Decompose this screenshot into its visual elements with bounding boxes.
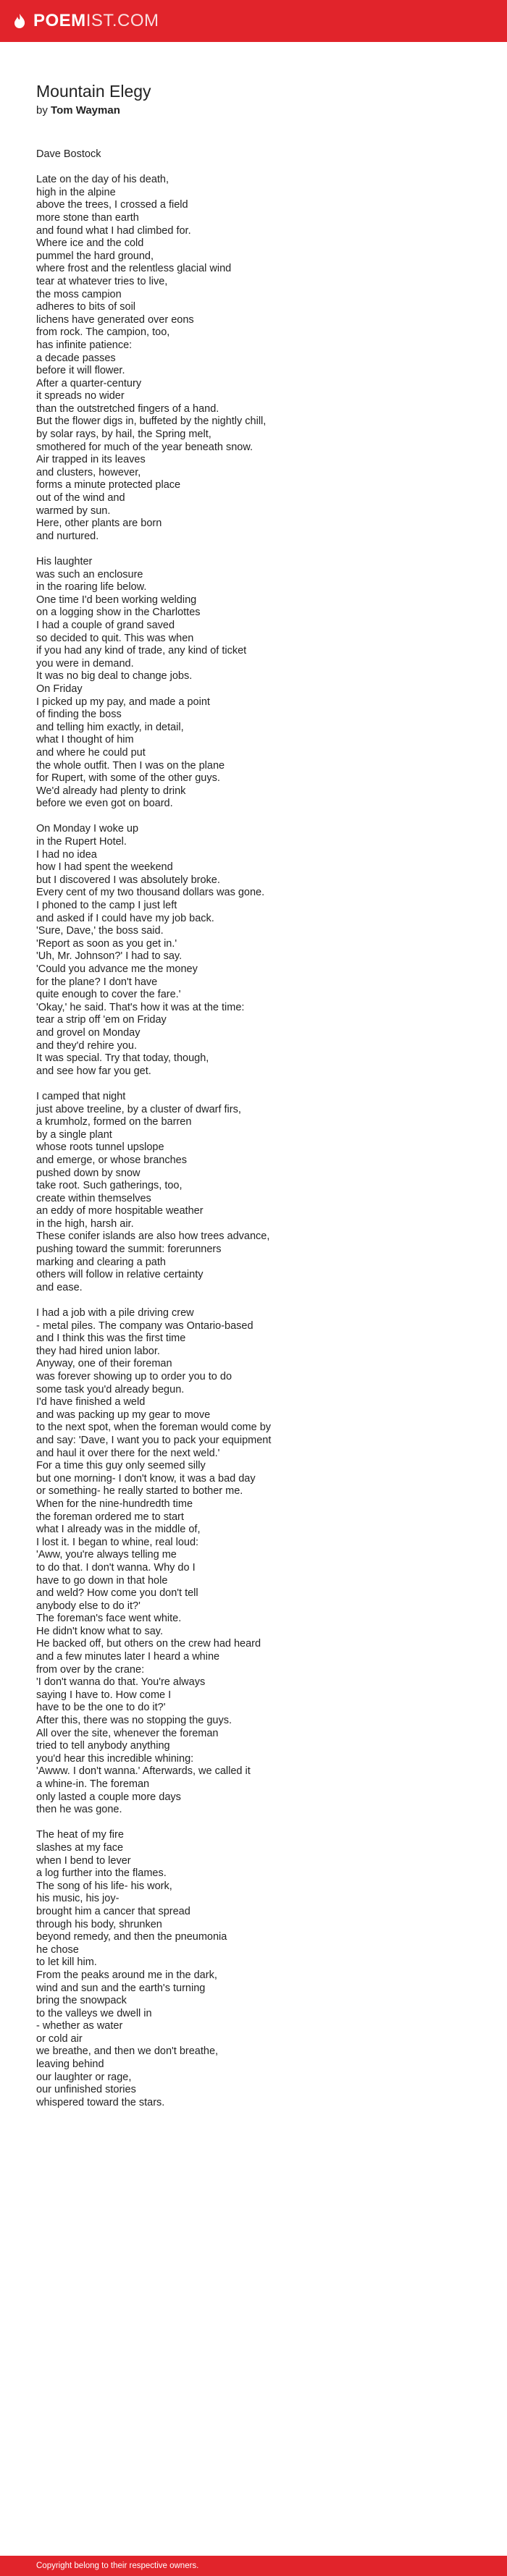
poem-stanza	[36, 823, 471, 1078]
poem-line: was such an enclosure	[36, 568, 143, 580]
poem-line: more stone than earth	[36, 211, 139, 224]
poem-line: quite enough to cover the fare.'	[36, 989, 181, 1001]
poem-line: After this, there was no stopping the guys.	[36, 1715, 232, 1727]
copyright-text: Copyright belong to their respective owners.	[36, 2562, 199, 2570]
poem-line: We'd already had plenty to drink	[36, 785, 186, 797]
poem-line: One time I'd been working welding	[36, 594, 197, 606]
poem-line: From the peaks around me in the dark,	[36, 1969, 217, 1981]
poem-line: Where ice and the cold	[36, 237, 144, 250]
poem-line: and ease.	[36, 1281, 83, 1293]
poem-line: forms a minute protected place	[36, 479, 181, 491]
poem-line: our laughter or rage,	[36, 2071, 132, 2083]
poem-body	[36, 148, 471, 2109]
poem-line: if you had any kind of trade, any kind of ticket	[36, 645, 247, 657]
poem-line: On Monday I woke up	[36, 823, 139, 835]
poem-line: in the roaring life below.	[36, 581, 147, 594]
poem-line: the whole outfit. Then I was on the plane	[36, 759, 225, 772]
poem-line: and a few minutes later I heard a whine	[36, 1651, 220, 1663]
poem-line: I lost it. I began to whine, real loud:	[36, 1536, 199, 1548]
poem-line: 'Awww. I don't wanna.' Afterwards, we called it	[36, 1765, 251, 1778]
author-link[interactable]: Tom Wayman	[51, 104, 120, 117]
poem-line: have to go down in that hole	[36, 1574, 168, 1587]
site-logo[interactable]	[12, 12, 159, 30]
poem-stanza	[36, 148, 471, 161]
poem-line: how I had spent the weekend	[36, 861, 173, 874]
poem-line: and I think this was the first time	[36, 1333, 186, 1345]
poem-line: the foreman ordered me to start	[36, 1511, 184, 1523]
poem-line: anybody else to do it?'	[36, 1600, 141, 1612]
poem-line: to the valleys we dwell in	[36, 2007, 152, 2019]
poem-line: create within themselves	[36, 1192, 151, 1204]
poem-line: 'Aww, you're always telling me	[36, 1549, 177, 1561]
poem-stanza	[36, 174, 471, 543]
poem-line: pushing toward the summit: forerunners	[36, 1243, 222, 1256]
poem-line: take root. Such gatherings, too,	[36, 1180, 183, 1192]
poem-line: through his body, shrunken	[36, 1918, 162, 1930]
poem-line: on a logging show in the Charlottes	[36, 607, 201, 619]
poem-line: He didn't know what to say.	[36, 1625, 163, 1637]
poem-line: warmed by sun.	[36, 504, 111, 517]
poem-line: The song of his life- his work,	[36, 1880, 172, 1892]
poem-line: and clusters, however,	[36, 466, 141, 478]
poem-line: whispered toward the stars.	[36, 2096, 165, 2108]
poem-line: you were in demand.	[36, 657, 134, 670]
poem-line: 'I don't wanna do that. You're always	[36, 1676, 206, 1689]
logo-text	[33, 12, 159, 30]
logo-text-light: IST.COM	[85, 11, 159, 30]
poem-line: some task you'd already begun.	[36, 1383, 185, 1395]
poem-line: and telling him exactly, in detail,	[36, 721, 184, 733]
poem-line: When for the nine-hundredth time	[36, 1498, 193, 1510]
poem-line: bring the snowpack	[36, 1995, 127, 2007]
poem-title: Mountain Elegy	[36, 82, 151, 101]
poem-line: Every cent of my two thousand dollars was gone.	[36, 887, 265, 899]
poem-line: saying I have to. How come I	[36, 1689, 172, 1701]
poem-line: and was packing up my gear to move	[36, 1409, 211, 1421]
poem-line: For a time this guy only seemed silly	[36, 1460, 206, 1472]
poem-content	[36, 81, 471, 2122]
poem-line: whose roots tunnel upslope	[36, 1141, 164, 1154]
byline	[36, 104, 471, 118]
poem-line: by solar rays, by hail, the Spring melt,	[36, 428, 211, 441]
poem-line: or cold air	[36, 2032, 83, 2045]
poem-line: and haul it over there for the next weld.'	[36, 1447, 220, 1459]
poem-line: we breathe, and then we don't breathe,	[36, 2045, 219, 2058]
poem-line: tear a strip off 'em on Friday	[36, 1014, 167, 1026]
poem-line: but I discovered I was absolutely broke.	[36, 874, 220, 886]
poem-line: was forever showing up to order you to do	[36, 1371, 232, 1382]
poem-line: His laughter	[36, 556, 93, 567]
poem-line: - whether as water	[36, 2020, 123, 2032]
poem-line: before it will flower.	[36, 365, 125, 377]
poem-line: the moss campion	[36, 288, 122, 300]
poem-line: - metal piles. The company was Ontario-based	[36, 1319, 254, 1332]
poem-line: After a quarter-century	[36, 377, 142, 389]
poem-line: brought him a cancer that spread	[36, 1905, 190, 1917]
poem-line: and nurtured.	[36, 530, 99, 542]
poem-line: from over by the crane:	[36, 1663, 145, 1676]
poem-line: The foreman's face went white.	[36, 1613, 182, 1625]
poem-line: pummel the hard ground,	[36, 250, 154, 262]
poem-line: and say: 'Dave, I want you to pack your equipment	[36, 1434, 272, 1446]
poem-line: from rock. The campion, too,	[36, 326, 170, 339]
poem-line: tear at whatever tries to live,	[36, 275, 168, 287]
poem-line: what I already was in the middle of,	[36, 1524, 201, 1536]
poem-line: I had a couple of grand saved	[36, 619, 175, 631]
poem-line: to do that. I don't wanna. Why do I	[36, 1561, 196, 1574]
poem-line: others will follow in relative certainty	[36, 1269, 204, 1281]
poem-line: adheres to bits of soil	[36, 301, 136, 313]
poem-line: where frost and the relentless glacial wind	[36, 263, 232, 275]
poem-line: Air trapped in its leaves	[36, 454, 146, 466]
poem-line: in the high, harsh air.	[36, 1217, 134, 1230]
poem-line: lichens have generated over eons	[36, 313, 194, 326]
poem-line: have to be the one to do it?'	[36, 1702, 166, 1714]
poem-line: and see how far you get.	[36, 1065, 151, 1077]
poem-line: they had hired union labor.	[36, 1345, 160, 1357]
poem-line: but one morning- I don't know, it was a bad day	[36, 1472, 256, 1485]
poem-line: high in the alpine	[36, 186, 116, 198]
poem-line: tried to tell anybody anything	[36, 1740, 170, 1752]
poem-line: It was special. Try that today, though,	[36, 1052, 209, 1065]
poem-line: he chose	[36, 1943, 79, 1956]
poem-line: what I thought of him	[36, 734, 134, 746]
poem-line: and grovel on Monday	[36, 1026, 141, 1039]
poem-line: of finding the boss	[36, 709, 122, 721]
poem-line: I picked up my pay, and made a point	[36, 696, 210, 708]
poem-line: I'd have finished a weld	[36, 1396, 146, 1409]
poem-line: a krumholz, formed on the barren	[36, 1116, 192, 1128]
poem-line: has infinite patience:	[36, 339, 133, 351]
poem-line: Dave Bostock	[36, 148, 101, 160]
poem-line: than the outstretched fingers of a hand.	[36, 402, 219, 415]
poem-line: his music, his joy-	[36, 1893, 120, 1905]
poem-stanza	[36, 1091, 471, 1295]
poem-line: to the next spot, when the foreman would come by	[36, 1422, 272, 1434]
poem-line: and weld? How come you don't tell	[36, 1587, 198, 1600]
poem-line: leaving behind	[36, 2058, 104, 2071]
poem-line: above the trees, I crossed a field	[36, 199, 188, 211]
poem-line: It was no big deal to change jobs.	[36, 670, 193, 683]
poem-line: a whine-in. The foreman	[36, 1778, 150, 1790]
poem-line: pushed down by snow	[36, 1167, 141, 1179]
poem-line: 'Report as soon as you get in.'	[36, 937, 177, 950]
poem-line: by a single plant	[36, 1128, 112, 1141]
poem-line: wind and sun and the earth's turning	[36, 1982, 206, 1994]
poem-line: a decade passes	[36, 352, 116, 364]
poem-line: an eddy of more hospitable weather	[36, 1205, 204, 1217]
poem-line: for Rupert, with some of the other guys.	[36, 772, 220, 785]
poem-line: for the plane? I don't have	[36, 976, 158, 988]
poem-line: then he was gone.	[36, 1804, 122, 1816]
poem-line: you'd hear this incredible whining:	[36, 1752, 194, 1765]
poem-line: only lasted a couple more days	[36, 1791, 181, 1803]
logo-text-bold: POEM	[33, 11, 86, 30]
poem-line: Anyway, one of their foreman	[36, 1358, 172, 1370]
poem-line: On Friday	[36, 683, 83, 695]
poem-line: when I bend to lever	[36, 1854, 131, 1867]
poem-line: All over the site, whenever the foreman	[36, 1727, 219, 1739]
poem-stanza	[36, 1829, 471, 2109]
poem-line: These conifer islands are also how trees advance,	[36, 1230, 270, 1243]
poem-line: slashes at my face	[36, 1841, 124, 1854]
site-footer	[0, 2556, 507, 2576]
poem-line: and where he could put	[36, 746, 146, 759]
poem-line: Late on the day of his death,	[36, 174, 169, 186]
poem-line: 'Okay,' he said. That's how it was at the time:	[36, 1001, 245, 1013]
poem-line: marking and clearing a path	[36, 1256, 166, 1268]
poem-line: and found what I had climbed for.	[36, 224, 191, 237]
byline-prefix: by	[36, 104, 48, 117]
poem-line: so decided to quit. This was when	[36, 632, 194, 644]
poem-line: I had no idea	[36, 848, 97, 861]
flame-logo-icon	[12, 13, 28, 29]
poem-line: 'Could you advance me the money	[36, 963, 198, 975]
poem-line: out of the wind and	[36, 492, 125, 504]
poem-line: But the flower digs in, buffeted by the nightly chill,	[36, 415, 267, 428]
poem-line: I camped that night	[36, 1090, 126, 1102]
poem-line: and asked if I could have my job back.	[36, 912, 214, 924]
poem-line: or something- he really started to bother me.	[36, 1485, 243, 1498]
poem-line: I phoned to the camp I just left	[36, 900, 177, 912]
poem-line: Here, other plants are born	[36, 518, 162, 530]
poem-line: in the Rupert Hotel.	[36, 836, 127, 848]
poem-line: beyond remedy, and then the pneumonia	[36, 1931, 227, 1943]
poem-line: it spreads no wider	[36, 390, 125, 402]
poem-line: smothered for much of the year beneath snow.	[36, 441, 254, 453]
poem-stanza	[36, 556, 471, 811]
poem-line: The heat of my fire	[36, 1829, 124, 1841]
poem-line: 'Uh, Mr. Johnson?' I had to say.	[36, 950, 183, 963]
poem-line: just above treeline, by a cluster of dwarf firs,	[36, 1103, 241, 1115]
poem-line: I had a job with a pile driving crew	[36, 1307, 194, 1319]
poem-line: He backed off, but others on the crew had heard	[36, 1638, 261, 1650]
site-header	[0, 0, 507, 42]
poem-line: and they'd rehire you.	[36, 1039, 137, 1052]
poem-stanza	[36, 1307, 471, 1817]
poem-line: before we even got on board.	[36, 798, 173, 810]
poem-line: and emerge, or whose branches	[36, 1154, 187, 1166]
poem-line: our unfinished stories	[36, 2084, 136, 2096]
poem-line: 'Sure, Dave,' the boss said.	[36, 925, 164, 937]
poem-line: a log further into the flames.	[36, 1867, 167, 1880]
poem-line: to let kill him.	[36, 1956, 97, 1969]
